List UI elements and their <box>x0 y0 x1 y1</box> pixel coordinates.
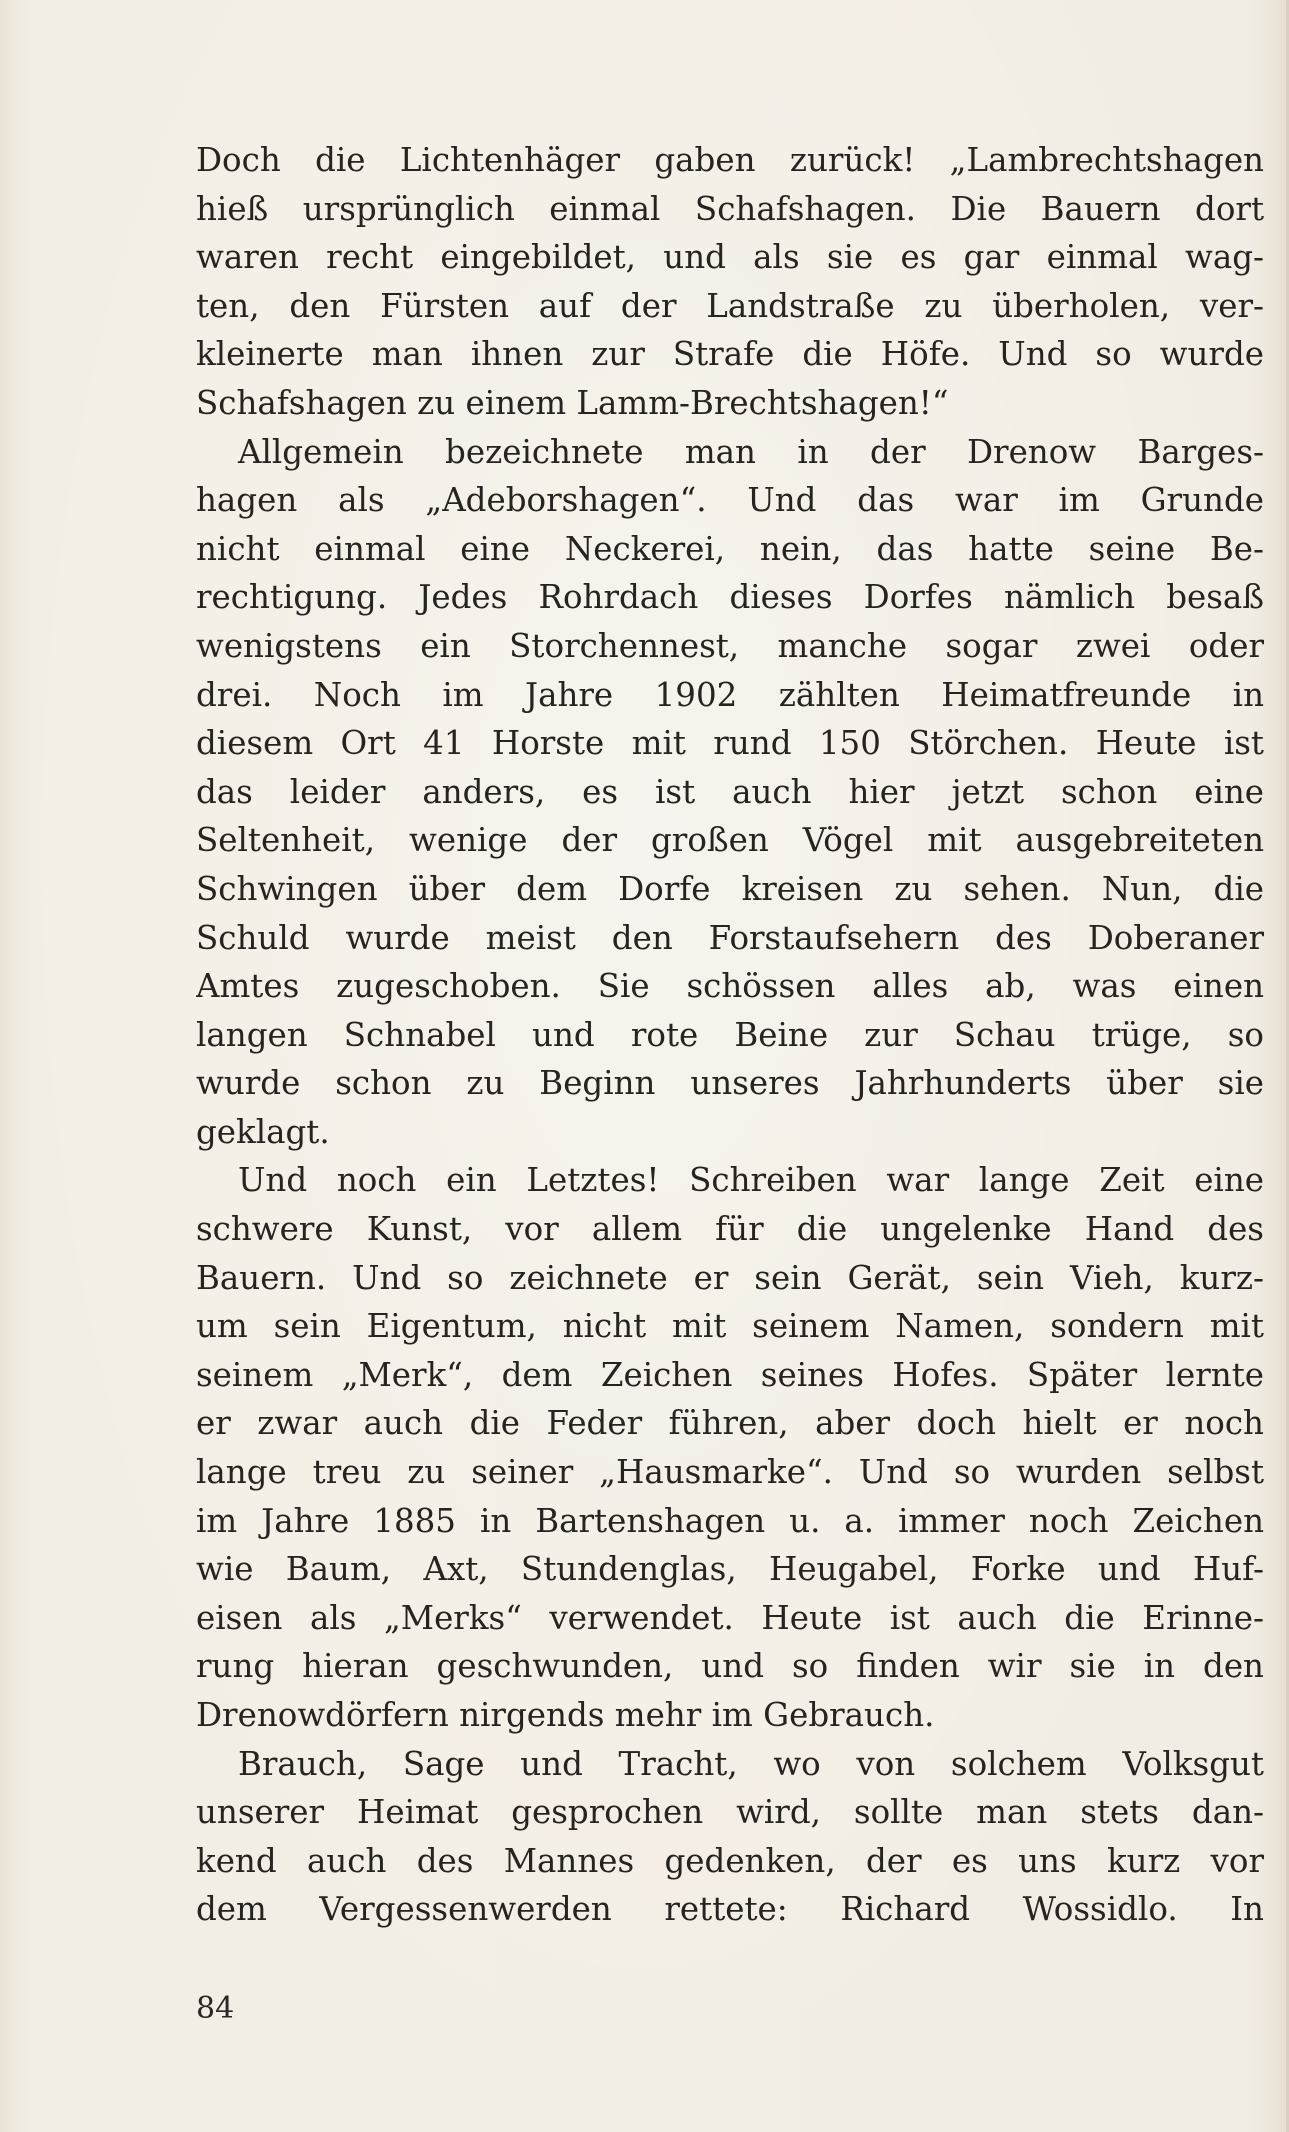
text-line: unserer Heimat gesprochen wird, sollte man stets dan- <box>196 1793 1264 1832</box>
text-line: kleinerte man ihnen zur Strafe die Höfe. Und so wurde <box>196 335 1264 374</box>
text-line: kend auch des Mannes gedenken, der es uns kurz vor <box>196 1841 1264 1880</box>
paragraph <box>196 428 1264 1157</box>
body-text <box>196 136 1264 1934</box>
text-line: Drenowdörfern nirgends mehr im Gebrauch. <box>196 1696 935 1734</box>
text-line: das leider anders, es ist auch hier jetzt schon eine <box>196 772 1264 811</box>
text-line: wurde schon zu Beginn unseres Jahrhunderts über sie <box>196 1064 1264 1103</box>
text-line: um sein Eigentum, nicht mit seinem Namen, sondern mit <box>196 1307 1264 1346</box>
paragraph <box>196 1156 1264 1739</box>
text-line: Schuld wurde meist den Forstaufsehern des Doberaner <box>196 918 1264 957</box>
text-line: hagen als „Adeborshagen“. Und das war im Grunde <box>196 481 1264 520</box>
text-line: Und noch ein Letztes! Schreiben war lange Zeit eine <box>238 1161 1264 1200</box>
text-line: Brauch, Sage und Tracht, wo von solchem Volksgut <box>238 1744 1264 1783</box>
text-line: geklagt. <box>196 1112 330 1151</box>
text-line: rung hieran geschwunden, und so finden wir sie in den <box>196 1647 1264 1686</box>
text-line: nicht einmal eine Neckerei, nein, das hatte seine Be- <box>196 529 1264 568</box>
text-line: ten, den Fürsten auf der Landstraße zu überholen, ver- <box>196 286 1264 325</box>
text-line: Schafshagen zu einem Lamm-Brechtshagen!“ <box>196 383 949 422</box>
text-line: Bauern. Und so zeichnete er sein Gerät, sein Vieh, kurz- <box>196 1258 1264 1297</box>
text-line: wie Baum, Axt, Stundenglas, Heugabel, Forke und Huf- <box>196 1550 1264 1589</box>
text-line: schwere Kunst, vor allem für die ungelenke Hand des <box>196 1210 1264 1249</box>
text-line: seinem „Merk“, dem Zeichen seines Hofes. Später lernte <box>196 1355 1264 1394</box>
text-line: Allgemein bezeichnete man in der Drenow Barges- <box>238 432 1264 471</box>
text-line: diesem Ort 41 Horste mit rund 150 Störchen. Heute ist <box>196 724 1264 763</box>
text-line: Amtes zugeschoben. Sie schössen alles ab, was einen <box>196 967 1264 1006</box>
text-line: Doch die Lichtenhäger gaben zurück! „Lambrechtshagen <box>196 141 1264 179</box>
text-line: im Jahre 1885 in Bartenshagen u. a. immer noch Zeichen <box>196 1501 1264 1540</box>
text-line: Seltenheit, wenige der großen Vögel mit ausgebreiteten <box>196 821 1264 860</box>
text-line: waren recht eingebildet, und als sie es gar einmal wag- <box>196 238 1264 277</box>
text-line: langen Schnabel und rote Beine zur Schau trüge, so <box>196 1015 1264 1054</box>
page-number: 84 <box>196 1991 235 2026</box>
text-line: eisen als „Merks“ verwendet. Heute ist auch die Erinne- <box>196 1598 1264 1637</box>
text-line: er zwar auch die Feder führen, aber doch hielt er noch <box>196 1404 1264 1443</box>
paragraph <box>196 1740 1264 1934</box>
text-line: drei. Noch im Jahre 1902 zählten Heimatfreunde in <box>196 675 1264 714</box>
text-line: wenigstens ein Storchennest, manche sogar zwei oder <box>196 626 1264 665</box>
text-line: rechtigung. Jedes Rohrdach dieses Dorfes nämlich besaß <box>196 578 1264 617</box>
paragraph <box>196 136 1264 428</box>
text-line: dem Vergessenwerden rettete: Richard Wossidlo. In <box>196 1890 1264 1929</box>
text-line: Schwingen über dem Dorfe kreisen zu sehen. Nun, die <box>196 869 1264 908</box>
text-line: hieß ursprünglich einmal Schafshagen. Die Bauern dort <box>196 189 1264 228</box>
text-line: lange treu zu seiner „Hausmarke“. Und so wurden selbst <box>196 1453 1264 1492</box>
